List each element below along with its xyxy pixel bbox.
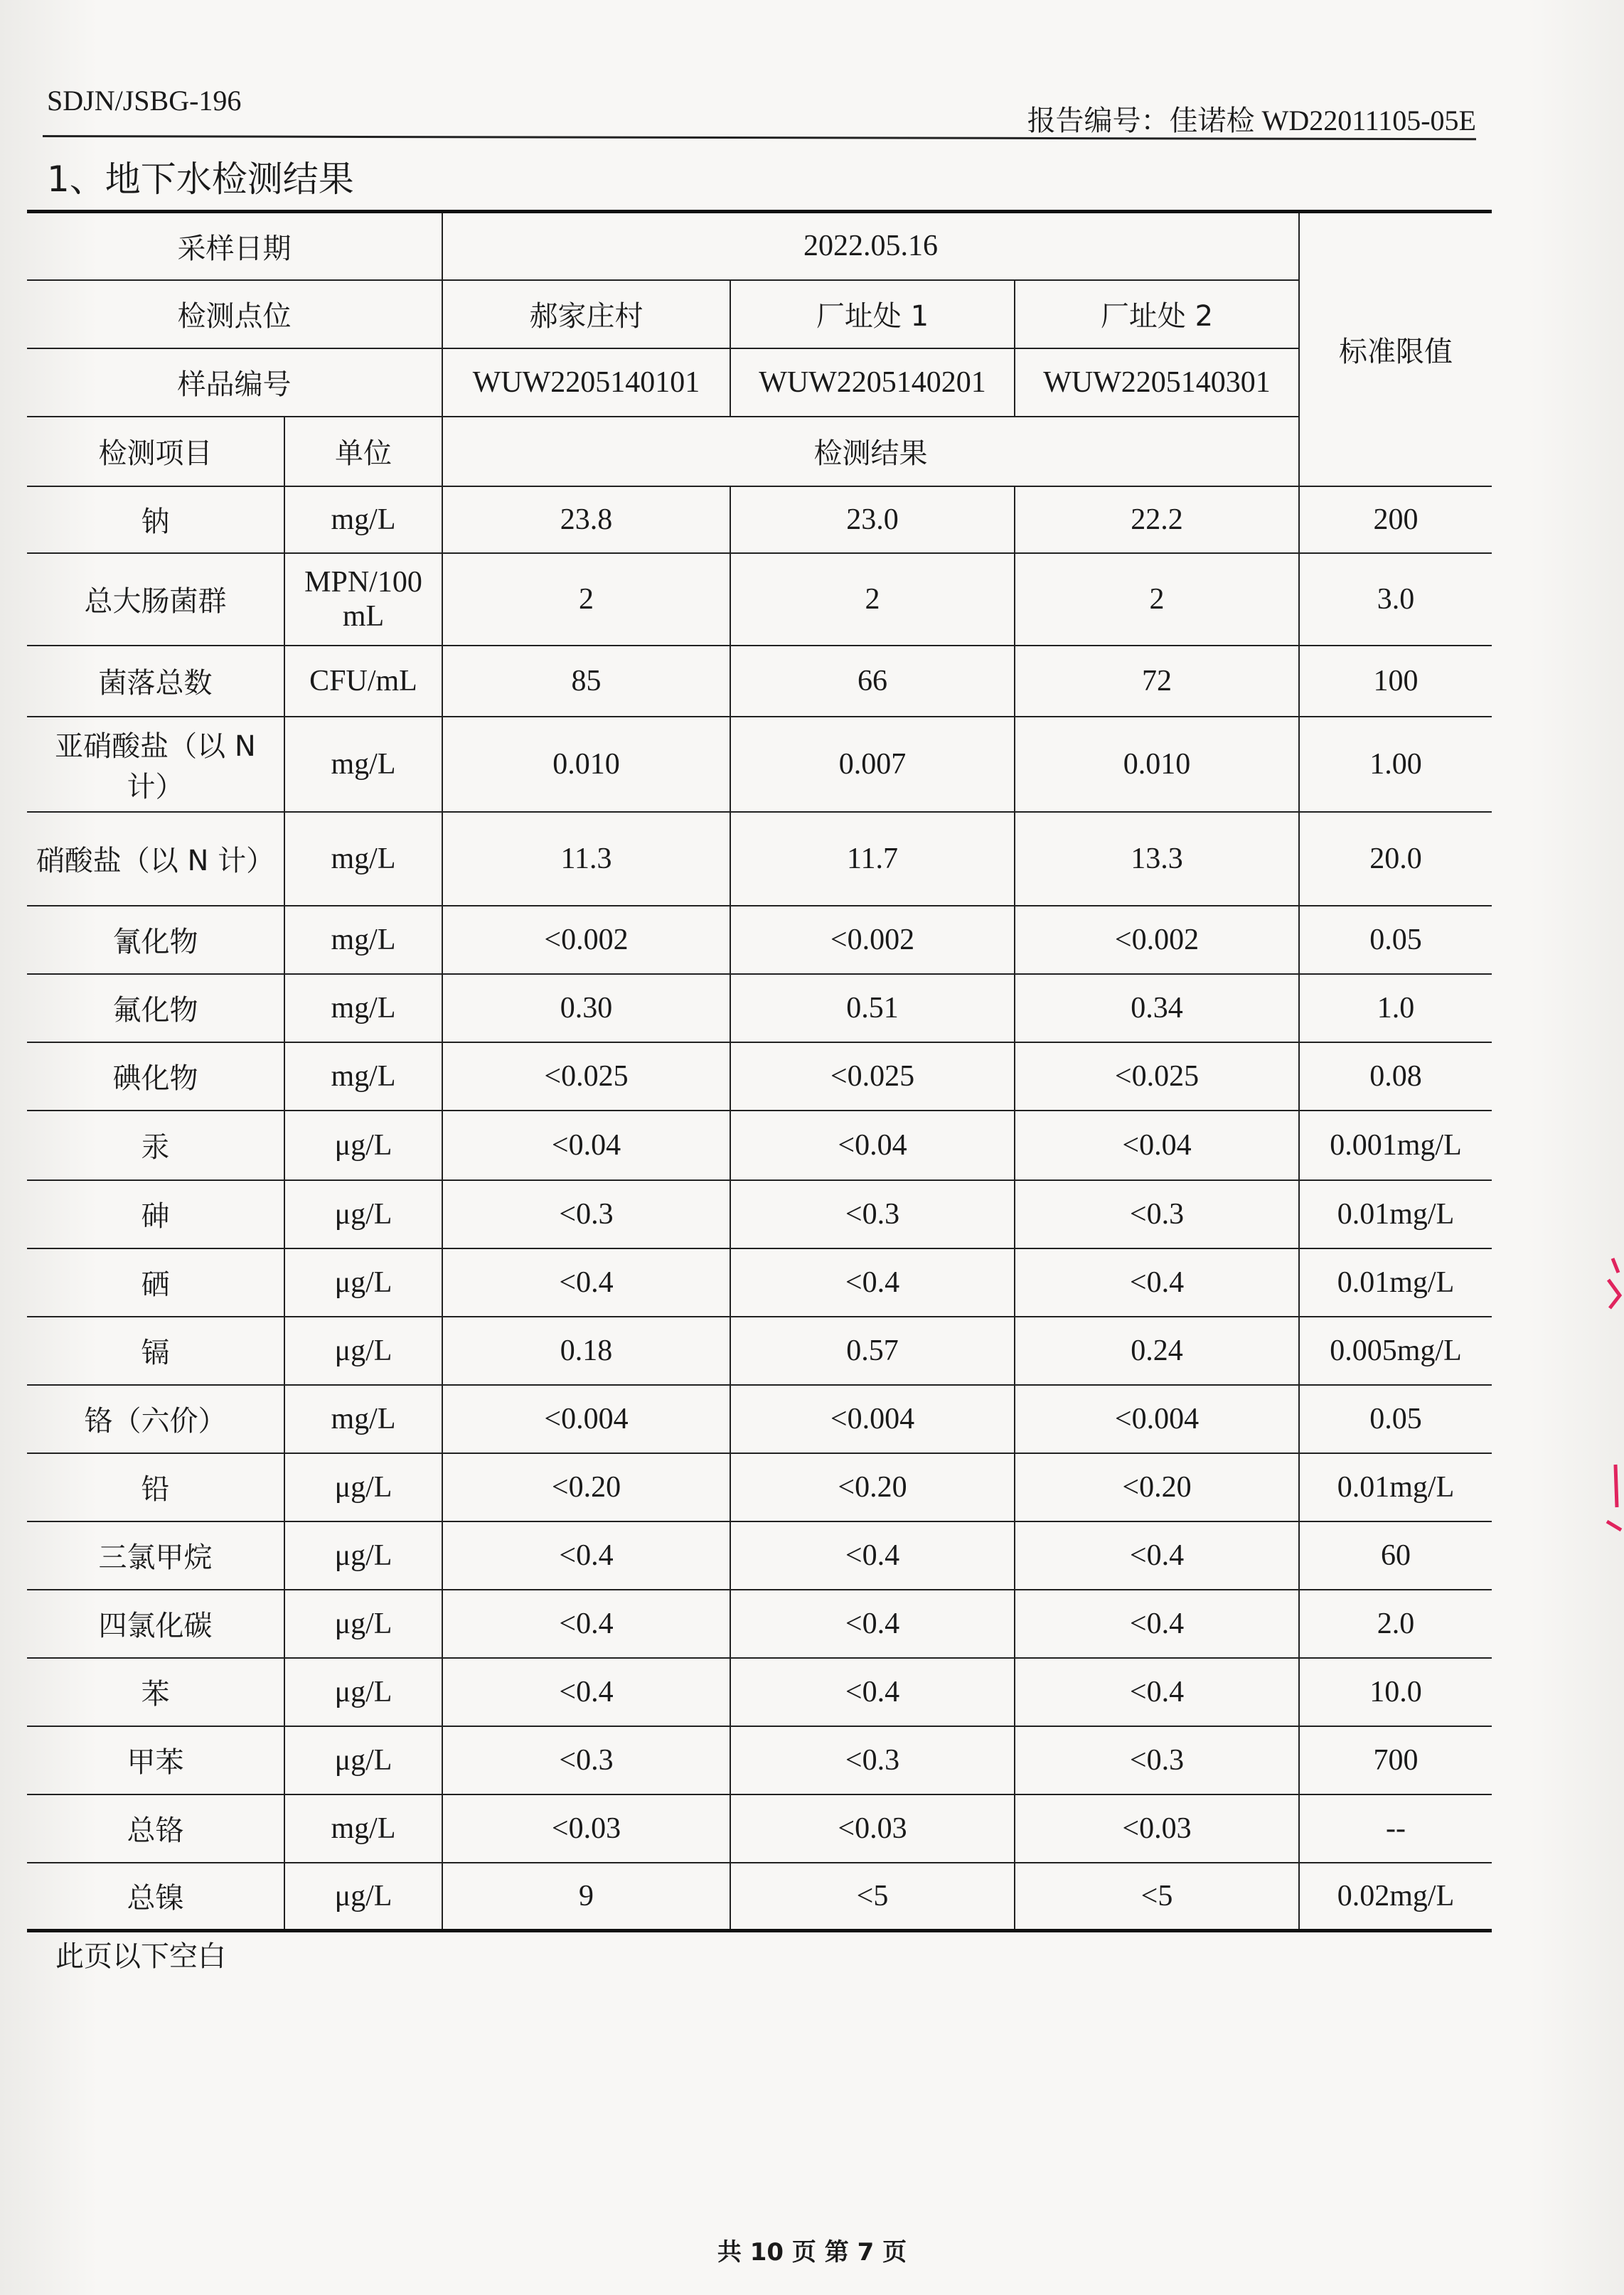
site-1-result: 0.010 — [442, 717, 730, 812]
site-3-result: 22.2 — [1015, 486, 1299, 553]
standard-limit-cell: 0.02mg/L — [1299, 1863, 1492, 1931]
unit-cell: μg/L — [284, 1317, 442, 1385]
site-1-result: 2 — [442, 553, 730, 646]
unit-cell: μg/L — [284, 1180, 442, 1248]
item-cell: 氟化物 — [27, 974, 284, 1042]
site-2-result: <0.025 — [730, 1042, 1015, 1111]
site-3-result: <0.04 — [1015, 1111, 1299, 1180]
site-3-result: <0.3 — [1015, 1180, 1299, 1248]
item-cell: 硝酸盐（以 N 计） — [27, 812, 284, 906]
standard-limit-cell: 0.08 — [1299, 1042, 1492, 1111]
table-row — [27, 646, 1492, 717]
site-2-result: <0.03 — [730, 1794, 1015, 1863]
site-2-result: 66 — [730, 646, 1015, 717]
item-cell: 亚硝酸盐（以 N 计） — [27, 717, 284, 812]
site-2-result: <0.04 — [730, 1111, 1015, 1180]
result-header: 检测结果 — [442, 417, 1299, 486]
item-cell: 硒 — [27, 1248, 284, 1317]
unit-cell: μg/L — [284, 1521, 442, 1590]
table-row — [27, 1658, 1492, 1726]
unit-cell: μg/L — [284, 1658, 442, 1726]
unit-cell: CFU/mL — [284, 646, 442, 717]
table-row — [27, 1521, 1492, 1590]
unit-cell: μg/L — [284, 1453, 442, 1521]
site-1-result: <0.4 — [442, 1521, 730, 1590]
site-3-result: <5 — [1015, 1863, 1299, 1931]
site-1: 郝家庄村 — [442, 280, 730, 348]
unit-cell: mg/L — [284, 1385, 442, 1453]
site-2-result: 0.57 — [730, 1317, 1015, 1385]
site-1-result: <0.002 — [442, 906, 730, 974]
red-seal-fragment-icon — [1603, 1251, 1624, 1593]
standard-limit-cell: 1.00 — [1299, 717, 1492, 812]
sample-id-2: WUW2205140201 — [730, 348, 1015, 417]
site-3-result: 0.010 — [1015, 717, 1299, 812]
site-1-result: 23.8 — [442, 486, 730, 553]
site-2-result: <0.002 — [730, 906, 1015, 974]
unit-cell: μg/L — [284, 1111, 442, 1180]
table-row — [27, 1042, 1492, 1111]
groundwater-results-table — [27, 210, 1492, 1932]
item-cell: 甲苯 — [27, 1726, 284, 1794]
site-2-result: <0.004 — [730, 1385, 1015, 1453]
site-2-result: 0.007 — [730, 717, 1015, 812]
table-row — [27, 1726, 1492, 1794]
site-1-result: <0.03 — [442, 1794, 730, 1863]
unit-cell: mg/L — [284, 906, 442, 974]
site-1-result: 85 — [442, 646, 730, 717]
item-header: 检测项目 — [27, 417, 284, 486]
item-cell: 苯 — [27, 1658, 284, 1726]
sample-id-row — [27, 348, 1492, 417]
site-1-result: 11.3 — [442, 812, 730, 906]
unit-cell: mg/L — [284, 486, 442, 553]
standard-limit-header: 标准限值 — [1299, 212, 1492, 486]
page-number: 共 10 页 第 7 页 — [717, 2238, 907, 2267]
sampling-date-label: 采样日期 — [27, 212, 442, 280]
unit-cell: mg/L — [284, 717, 442, 812]
table-row — [27, 812, 1492, 906]
table-row — [27, 553, 1492, 646]
unit-cell: μg/L — [284, 1726, 442, 1794]
standard-limit-cell: 10.0 — [1299, 1658, 1492, 1726]
standard-limit-cell: 60 — [1299, 1521, 1492, 1590]
standard-limit-cell: 0.01mg/L — [1299, 1180, 1492, 1248]
unit-header: 单位 — [284, 417, 442, 486]
standard-limit-cell: 20.0 — [1299, 812, 1492, 906]
standard-limit-cell: 0.05 — [1299, 1385, 1492, 1453]
standard-limit-cell: 1.0 — [1299, 974, 1492, 1042]
table-row — [27, 717, 1492, 812]
site-2-result: <0.3 — [730, 1180, 1015, 1248]
site-3-result: 0.34 — [1015, 974, 1299, 1042]
table-row — [27, 974, 1492, 1042]
blank-below-note: 此页以下空白 — [55, 1940, 226, 1973]
site-3: 厂址处 2 — [1015, 280, 1299, 348]
unit-cell: μg/L — [284, 1248, 442, 1317]
unit-cell: mg/L — [284, 1042, 442, 1111]
sampling-date-row — [27, 212, 1492, 280]
site-1-result: 0.18 — [442, 1317, 730, 1385]
item-cell: 四氯化碳 — [27, 1590, 284, 1658]
table-row — [27, 1385, 1492, 1453]
site-1-result: <0.4 — [442, 1248, 730, 1317]
unit-cell: mg/L — [284, 812, 442, 906]
site-3-result: 2 — [1015, 553, 1299, 646]
site-2-result: <0.4 — [730, 1590, 1015, 1658]
table-row — [27, 1590, 1492, 1658]
item-cell: 三氯甲烷 — [27, 1521, 284, 1590]
item-cell: 总铬 — [27, 1794, 284, 1863]
site-3-result: <0.20 — [1015, 1453, 1299, 1521]
site-label: 检测点位 — [27, 280, 442, 348]
sampling-date-value: 2022.05.16 — [442, 212, 1299, 280]
site-2-result: <0.20 — [730, 1453, 1015, 1521]
site-2-result: 23.0 — [730, 486, 1015, 553]
table-row — [27, 1453, 1492, 1521]
table-row — [27, 1180, 1492, 1248]
site-1-result: 9 — [442, 1863, 730, 1931]
site-2: 厂址处 1 — [730, 280, 1015, 348]
item-cell: 汞 — [27, 1111, 284, 1180]
site-2-result: <5 — [730, 1863, 1015, 1931]
site-1-result: 0.30 — [442, 974, 730, 1042]
site-3-result: 0.24 — [1015, 1317, 1299, 1385]
site-3-result: <0.002 — [1015, 906, 1299, 974]
unit-cell: mg/L — [284, 1794, 442, 1863]
item-cell: 碘化物 — [27, 1042, 284, 1111]
standard-limit-cell: 0.005mg/L — [1299, 1317, 1492, 1385]
site-3-result: <0.004 — [1015, 1385, 1299, 1453]
site-2-result: 2 — [730, 553, 1015, 646]
site-3-result: <0.4 — [1015, 1658, 1299, 1726]
standard-limit-cell: 0.001mg/L — [1299, 1111, 1492, 1180]
site-2-result: 11.7 — [730, 812, 1015, 906]
standard-limit-cell: 0.01mg/L — [1299, 1248, 1492, 1317]
column-header-row — [27, 417, 1492, 486]
site-3-result: <0.025 — [1015, 1042, 1299, 1111]
item-cell: 镉 — [27, 1317, 284, 1385]
site-1-result: <0.20 — [442, 1453, 730, 1521]
standard-limit-cell: 700 — [1299, 1726, 1492, 1794]
item-cell: 总镍 — [27, 1863, 284, 1931]
section-title: 1、地下水检测结果 — [47, 159, 354, 200]
report-number: 报告编号：佳诺检 WD22011105-05E — [1027, 105, 1476, 137]
site-3-result: 72 — [1015, 646, 1299, 717]
unit-cell: MPN/100 mL — [284, 553, 442, 646]
table-row — [27, 1111, 1492, 1180]
site-3-result: <0.4 — [1015, 1590, 1299, 1658]
site-1-result: <0.025 — [442, 1042, 730, 1111]
standard-limit-cell: 2.0 — [1299, 1590, 1492, 1658]
table-row — [27, 1863, 1492, 1931]
site-1-result: <0.004 — [442, 1385, 730, 1453]
table-row — [27, 486, 1492, 553]
site-2-result: <0.4 — [730, 1658, 1015, 1726]
table-row — [27, 1317, 1492, 1385]
sample-id-3: WUW2205140301 — [1015, 348, 1299, 417]
site-3-result: <0.4 — [1015, 1248, 1299, 1317]
site-2-result: <0.4 — [730, 1248, 1015, 1317]
standard-limit-cell: 0.05 — [1299, 906, 1492, 974]
item-cell: 钠 — [27, 486, 284, 553]
standard-limit-cell: 100 — [1299, 646, 1492, 717]
standard-limit-cell: 3.0 — [1299, 553, 1492, 646]
site-3-result: <0.4 — [1015, 1521, 1299, 1590]
site-1-result: <0.3 — [442, 1180, 730, 1248]
site-2-result: 0.51 — [730, 974, 1015, 1042]
unit-cell: mg/L — [284, 974, 442, 1042]
site-3-result: <0.03 — [1015, 1794, 1299, 1863]
site-2-result: <0.4 — [730, 1521, 1015, 1590]
item-cell: 氰化物 — [27, 906, 284, 974]
item-cell: 总大肠菌群 — [27, 553, 284, 646]
unit-cell: μg/L — [284, 1863, 442, 1931]
site-1-result: <0.4 — [442, 1658, 730, 1726]
standard-limit-cell: 200 — [1299, 486, 1492, 553]
site-1-result: <0.3 — [442, 1726, 730, 1794]
table-row — [27, 906, 1492, 974]
site-3-result: <0.3 — [1015, 1726, 1299, 1794]
site-row — [27, 280, 1492, 348]
item-cell: 菌落总数 — [27, 646, 284, 717]
site-1-result: <0.4 — [442, 1590, 730, 1658]
sample-id-label: 样品编号 — [27, 348, 442, 417]
sample-id-1: WUW2205140101 — [442, 348, 730, 417]
table-row — [27, 1248, 1492, 1317]
item-cell: 砷 — [27, 1180, 284, 1248]
table-row — [27, 1794, 1492, 1863]
item-cell: 铬（六价） — [27, 1385, 284, 1453]
standard-limit-cell: 0.01mg/L — [1299, 1453, 1492, 1521]
site-3-result: 13.3 — [1015, 812, 1299, 906]
site-1-result: <0.04 — [442, 1111, 730, 1180]
document-code: SDJN/JSBG-196 — [47, 85, 242, 117]
item-cell: 铅 — [27, 1453, 284, 1521]
site-2-result: <0.3 — [730, 1726, 1015, 1794]
standard-limit-cell: -- — [1299, 1794, 1492, 1863]
unit-cell: μg/L — [284, 1590, 442, 1658]
